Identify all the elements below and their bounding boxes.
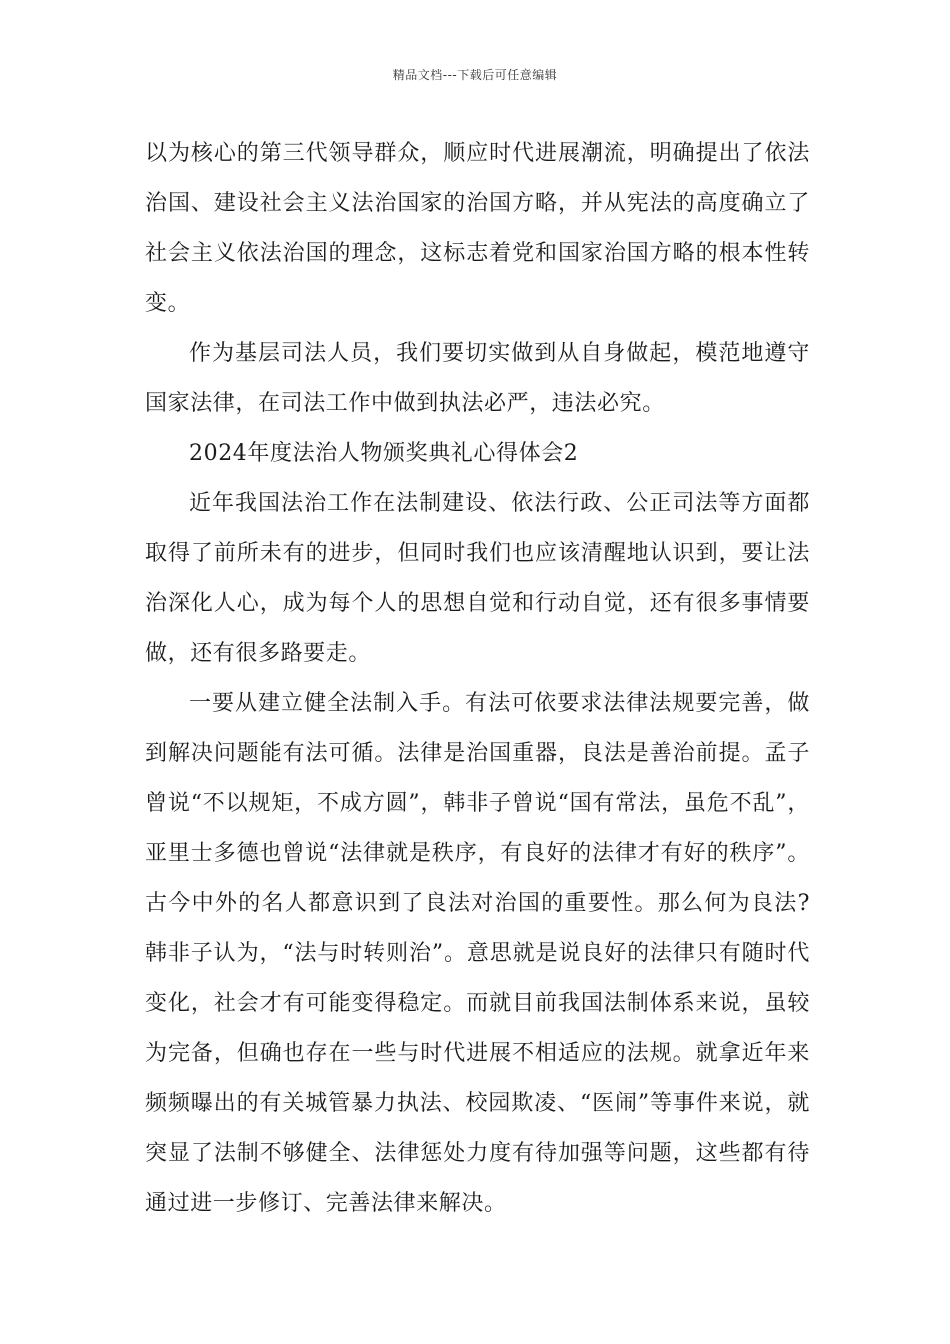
paragraph-judicial-duty: 作为基层司法人员，我们要切实做到从自身做起，模范地遵守国家法律，在司法工作中做到执法必严，违法必究。: [145, 341, 810, 416]
paragraph-legal-system: 一要从建立健全法制入手。有法可依要求法律法规要完善，做到解决问题能有法可循。法律是治国重器，良法是善治前提。孟子曾说“不以规矩，不成方圆”，韩非子曾说“国有常法，虽危不乱”，亚里士多德也曾说“法律就是秩序，有良好的法律才有好的秩序”。古今中外的名人都意识到了良法对治国的重要性。那么何为良法?韩非子认为，“法与时转则治”。意思就是说良好的法律只有随时代变化，社会才有可能变得稳定。而就目前我国法制体系来说，虽较为完备，但确也存在一些与时代进展不相适应的法规。就拿近年来频频曝出的有关城管暴力执法、校园欺凌、“医闹”等事件来说，就突显了法制不够健全、法律惩处力度有待加强等问题，这些都有待通过进一步修订、完善法律来解决。: [145, 691, 810, 1216]
paragraph-continuation: 以为核心的第三代领导群众，顺应时代进展潮流，明确提出了依法治国、建设社会主义法治国家的治国方略，并从宪法的高度确立了社会主义依法治国的理念，这标志着党和国家治国方略的根本性转变。: [145, 141, 810, 316]
section-heading: 2024年度法治人物颁奖典礼心得体会2: [189, 441, 579, 466]
paragraph-intro: 近年我国法治工作在法制建设、依法行政、公正司法等方面都取得了前所未有的进步，但同时我们也应该清醒地认识到，要让法治深化人心，成为每个人的思想自觉和行动自觉，还有很多事情要做，还有很多路要走。: [145, 491, 810, 666]
page-header: 精品文档---下载后可任意编辑: [392, 68, 558, 82]
document-body: [145, 129, 810, 1229]
